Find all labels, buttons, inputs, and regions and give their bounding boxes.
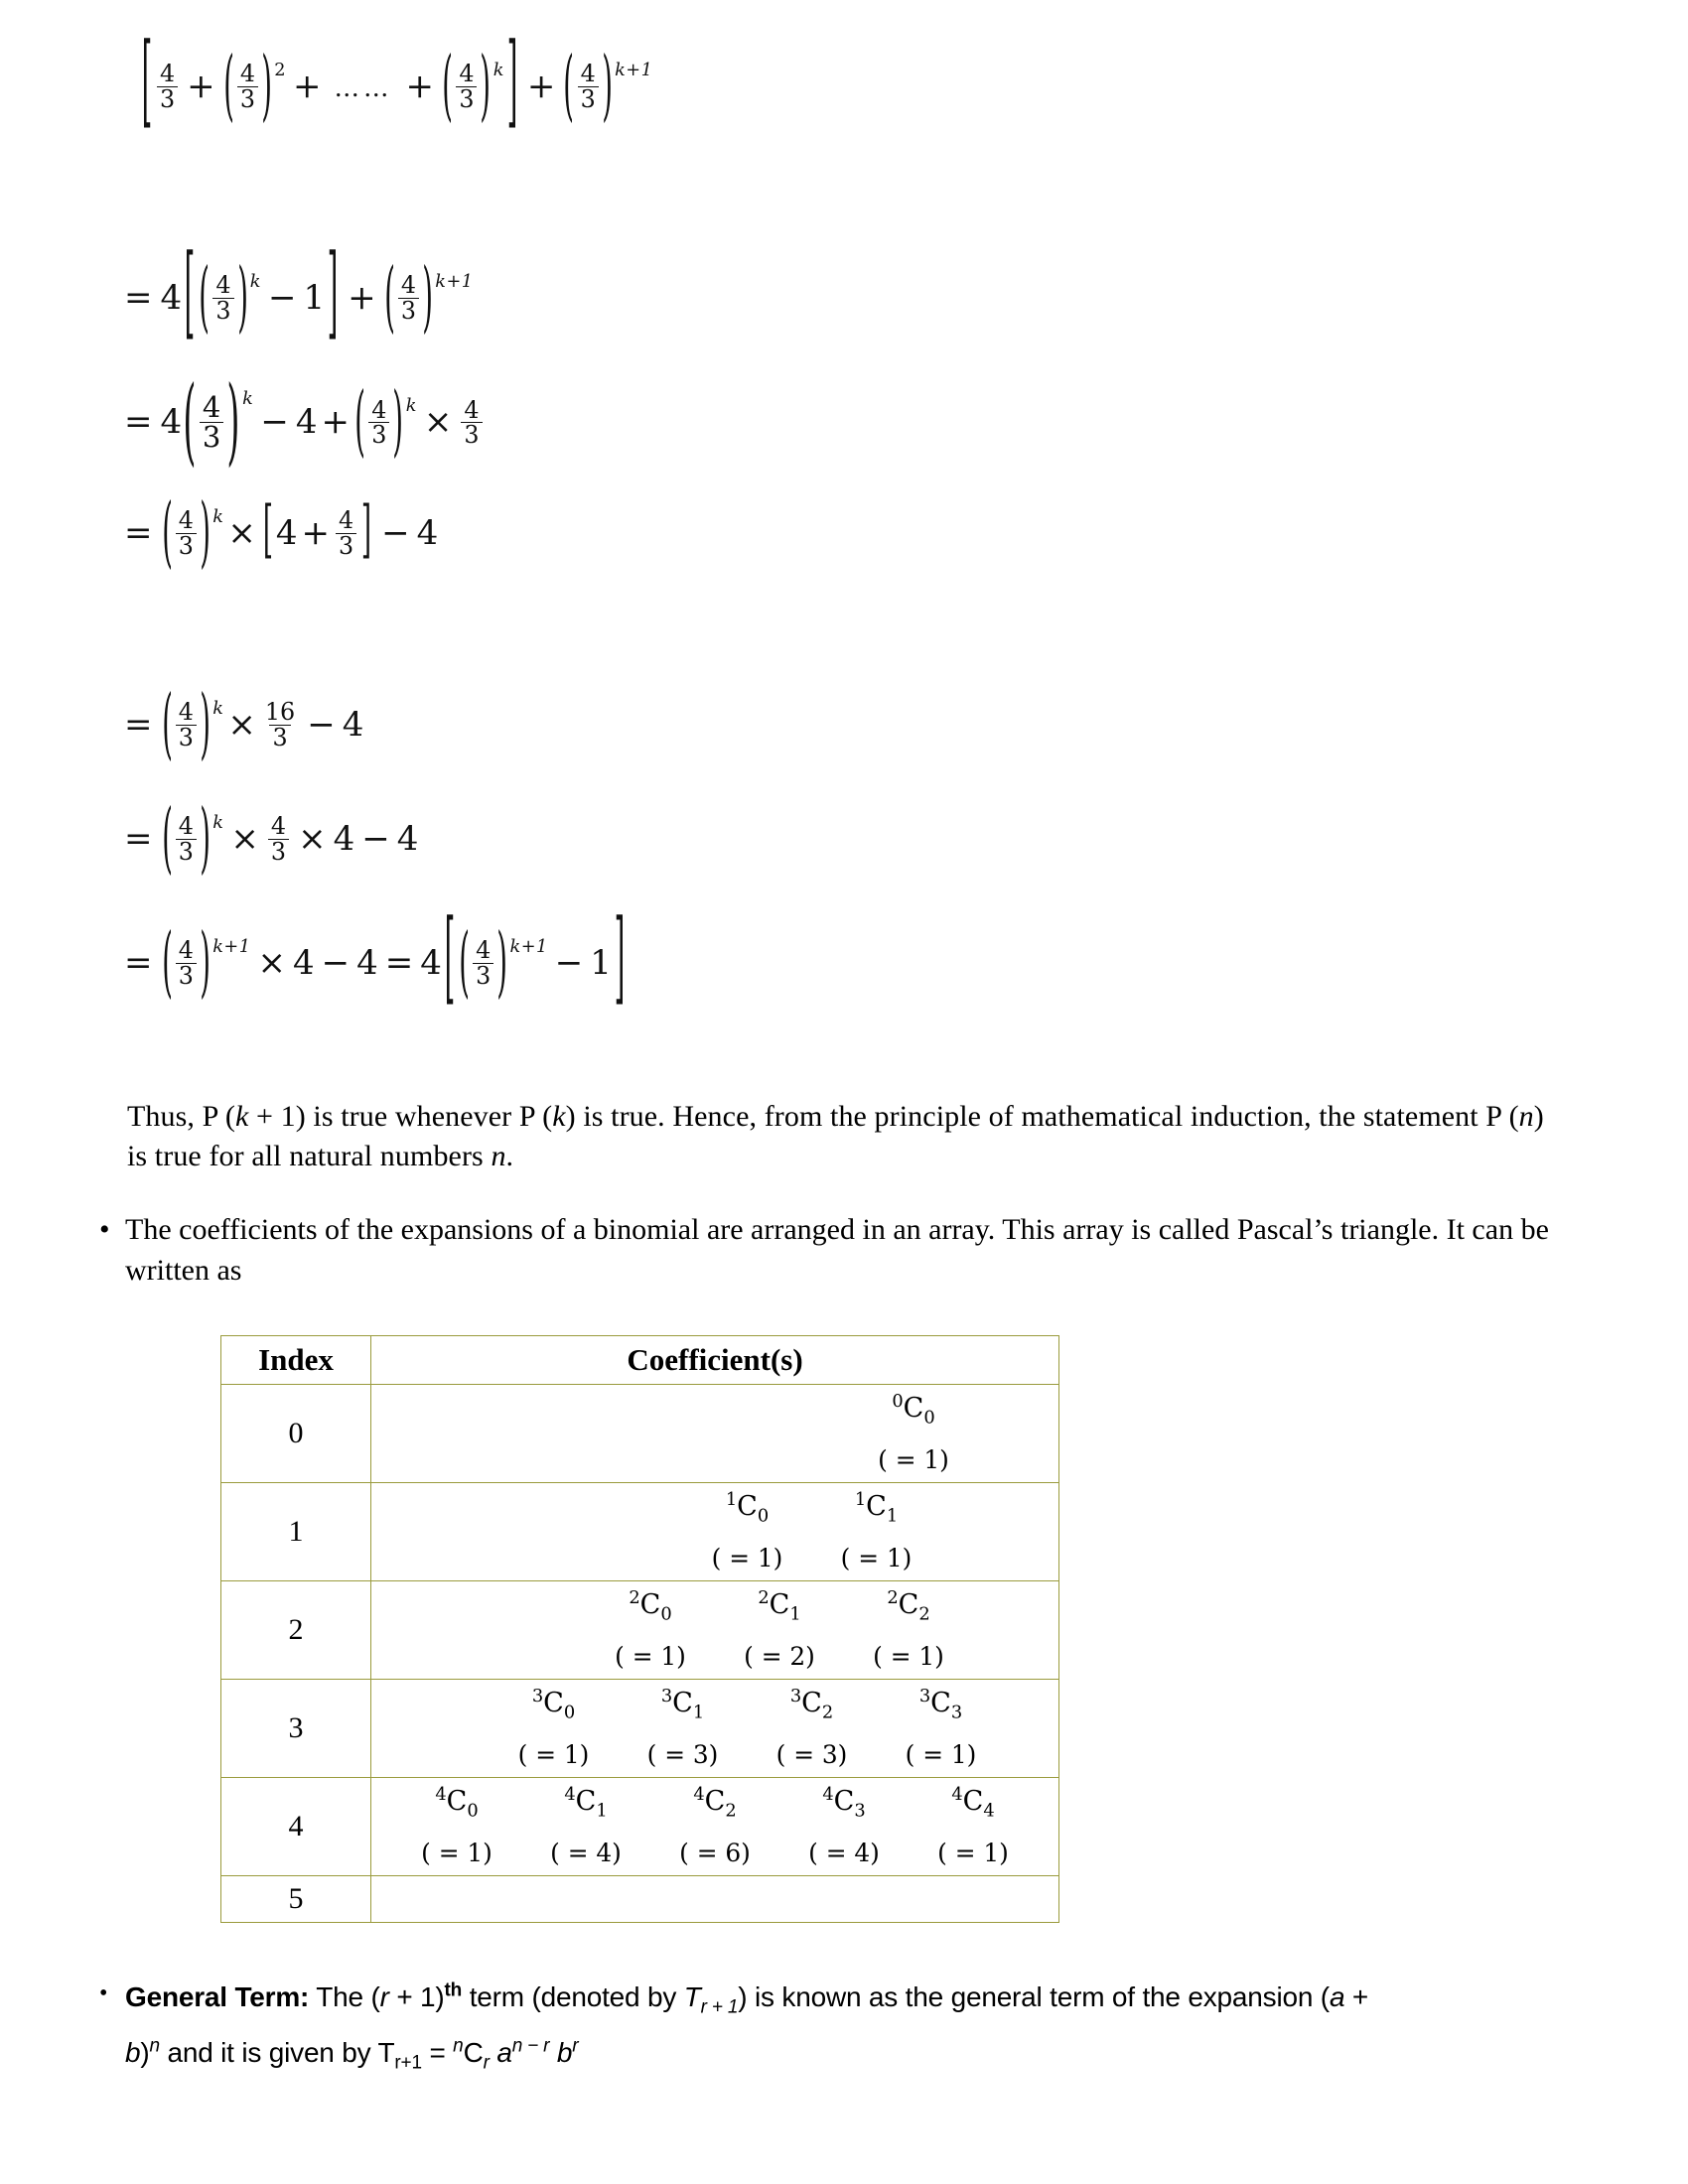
fraction-16-3: $\frac{16}{3}$ (264, 698, 296, 751)
equals-sign: = (124, 942, 153, 983)
coefficient-term (715, 1585, 844, 1675)
coefficient-value: ( = 1) (937, 1838, 1009, 1867)
paren-group: ( $\frac{4}{3}$ ) (383, 250, 433, 341)
coefficient-term (586, 1585, 715, 1675)
exponent-k-plus-1: k+1 (435, 271, 474, 292)
exponent-k-plus-1: k+1 (509, 936, 548, 957)
index-cell: 0 (221, 1385, 371, 1483)
coefficient-term (521, 1782, 650, 1871)
index-cell: 5 (221, 1876, 371, 1923)
constant-4: 4 (292, 942, 315, 983)
binomial-symbol: $^4C_3$ (822, 1783, 866, 1822)
plus-operator: + (526, 66, 556, 106)
binomial-symbol: $^2C_2$ (887, 1586, 930, 1625)
header-coefficients: Coefficient(s) (371, 1336, 1059, 1385)
bullet-general-term (99, 1971, 1628, 2081)
binomial-symbol: $^3C_2$ (789, 1685, 834, 1723)
coefficient-term (844, 1585, 973, 1675)
equation-2 (124, 237, 474, 352)
coefficient-value: ( = 1) (517, 1739, 590, 1769)
gt-seg3: term (denoted by (462, 1981, 684, 2012)
coefficient-term (877, 1684, 1006, 1773)
binomial-symbol: $^3C_1$ (660, 1685, 705, 1723)
fraction-4-3: $\frac{4}{3}$ (336, 508, 356, 558)
minus-operator: − (307, 704, 336, 745)
symbol-C: C (463, 2036, 484, 2068)
coefficient-value: ( = 1) (878, 1444, 949, 1474)
table-row (221, 1385, 1059, 1483)
binomial-symbol: $^4C_2$ (693, 1783, 737, 1822)
superscript-n: n (453, 2035, 464, 2057)
variable-r: r (379, 1981, 389, 2012)
bullet-marker: • (99, 1213, 110, 1246)
eq1-bracket-group (139, 26, 520, 141)
bullet-marker: • (99, 1980, 108, 2006)
eq7-bracket-group: [ ( $\frac{4}{3}$ ) k+1 − 1 ] (444, 902, 626, 1018)
coefficient-term (619, 1684, 748, 1773)
exponent-k: k (492, 60, 504, 80)
table-row (221, 1876, 1059, 1923)
minus-operator: − (321, 942, 351, 983)
coefficient-term (909, 1782, 1038, 1871)
coefficient-term (748, 1684, 877, 1773)
right-bracket: ] (506, 26, 518, 141)
conclusion-text-d: statement P ( (1362, 1100, 1519, 1133)
coefficient-4: 4 (160, 402, 183, 443)
superscript-th: th (444, 1979, 463, 2001)
conclusion-text-b: + 1) is true whenever P ( (248, 1100, 553, 1133)
constant-1: 1 (303, 277, 326, 318)
subscript-r: r (483, 2052, 490, 2074)
paren-group: ( $\frac{4}{3}$ ) (161, 485, 211, 577)
fraction-4-3: $\frac{4}{3}$ (461, 398, 482, 448)
table-row (221, 1483, 1059, 1581)
constant-4: 4 (416, 512, 439, 553)
equals-sign: = (124, 277, 153, 318)
plus-operator: + (187, 66, 215, 106)
coefficients-cell (371, 1385, 1059, 1483)
constant-4: 4 (333, 818, 355, 859)
index-cell: 4 (221, 1778, 371, 1876)
exponent-k: k (405, 396, 417, 417)
paren-group: ( $\frac{4}{3}$ ) (199, 250, 248, 341)
fraction-4-3: $\frac{4}{3}$ (157, 62, 178, 111)
bullet-pascal-text (125, 1209, 1575, 1292)
equation-1 (139, 26, 653, 141)
equals-sign: = (124, 704, 153, 745)
table-row (221, 1778, 1059, 1876)
binomial-symbol: $^1C_0$ (725, 1488, 770, 1527)
coefficient-term (779, 1782, 909, 1871)
binomial-symbol: $^4C_1$ (564, 1783, 608, 1822)
equation-4 (124, 485, 439, 577)
exponent-k-plus-1: k+1 (615, 60, 653, 80)
symbol-T: T (683, 1981, 701, 2012)
exponent-2: 2 (274, 60, 287, 80)
general-term-label: General Term: (125, 1981, 310, 2012)
gt-seg5: + (1344, 1981, 1369, 2012)
plus-operator: + (348, 277, 376, 318)
exponent-k: k (242, 389, 254, 410)
bullet-line-1: The coefficients of the expansions of a binomial are arranged in an array. This array is called Pascal’s (125, 1213, 1334, 1246)
equation-5 (124, 677, 364, 768)
equals-sign: = (384, 942, 414, 983)
coefficient-term (849, 1389, 978, 1478)
binomial-symbol: $^3C_0$ (531, 1685, 576, 1723)
coefficients-cell (371, 1876, 1059, 1923)
coefficient-row (371, 1778, 1058, 1875)
plus-operator: + (293, 66, 322, 106)
conclusion-text-c: ) is true. Hence, from the principle of mathematical induction, the (565, 1100, 1356, 1133)
equation-6 (124, 791, 419, 883)
table-row (221, 1581, 1059, 1680)
coefficient-value: ( = 1) (421, 1838, 492, 1867)
eq4-bracket-group: [ 4 + $\frac{4}{3}$ ] (262, 495, 372, 567)
bullet-line-2: triangle. It can be written as (125, 1213, 1549, 1288)
coefficient-value: ( = 1) (873, 1641, 944, 1671)
equals-sign: = (124, 402, 153, 443)
minus-operator: − (554, 942, 584, 983)
variable-k: k (234, 1100, 249, 1133)
index-cell: 3 (221, 1680, 371, 1778)
coefficient-4: 4 (160, 277, 183, 318)
paren-group-big: ( $\frac{4}{3}$ ) (183, 366, 240, 478)
equation-3 (124, 366, 485, 478)
coefficient-value: ( = 3) (646, 1739, 719, 1769)
binomial-symbol: $^4C_4$ (951, 1783, 995, 1822)
constant-4: 4 (295, 402, 318, 443)
subscript-r-plus-1: r + 1 (700, 1996, 739, 2018)
coefficients-cell (371, 1483, 1059, 1581)
exponent-k: k (212, 698, 224, 719)
paren-group-3: ( $\frac{4}{3}$ ) (563, 39, 613, 130)
ellipsis: …… (334, 73, 393, 104)
coefficient-term (683, 1487, 812, 1576)
gt-line2-seg2: and it is given by (159, 2036, 378, 2068)
coefficient-value: ( = 1) (905, 1739, 977, 1769)
conclusion-text-e: ) is true for all natural numbers (127, 1100, 1544, 1172)
coefficient-value: ( = 6) (679, 1838, 751, 1867)
times-operator: × (257, 942, 286, 983)
binomial-symbol: $^2C_1$ (758, 1586, 801, 1625)
table-header-row (221, 1336, 1059, 1385)
coefficients-cell (371, 1778, 1059, 1876)
gt-seg2: + 1) (388, 1981, 445, 2012)
eq2-bracket-group: [ ( $\frac{4}{3}$ ) k − 1 ] (184, 237, 339, 352)
constant-4: 4 (275, 512, 298, 553)
plus-operator: + (301, 512, 330, 553)
constant-4: 4 (342, 704, 364, 745)
exponent-k: k (249, 271, 261, 292)
paren-group: ( $\frac{4}{3}$ ) (459, 915, 508, 1007)
variable-k: k (552, 1100, 566, 1133)
pascal-triangle-table-wrapper (220, 1335, 1059, 1923)
variable-a: a (496, 2036, 512, 2068)
subscript-r-plus-1: r+1 (394, 2052, 422, 2074)
pascal-triangle-table (220, 1335, 1059, 1923)
plus-operator: + (405, 66, 435, 106)
superscript-n-minus-r: n − r (511, 2035, 550, 2057)
minus-operator: − (260, 402, 289, 443)
index-cell: 1 (221, 1483, 371, 1581)
conclusion-text-a: Thus, P ( (127, 1100, 235, 1133)
superscript-n: n (149, 2035, 160, 2057)
coefficient-value: ( = 3) (775, 1739, 848, 1769)
minus-operator: − (361, 818, 390, 859)
paren-group: ( $\frac{4}{3}$ ) (161, 791, 211, 883)
gt-line2-seg1: ) (140, 2036, 150, 2068)
coefficient-4: 4 (420, 942, 442, 983)
coefficient-row (371, 1385, 1058, 1482)
coefficient-value: ( = 1) (615, 1641, 686, 1671)
coefficient-term (650, 1782, 779, 1871)
times-operator: × (298, 818, 327, 859)
constant-4: 4 (356, 942, 378, 983)
conclusion-text-f: . (505, 1139, 514, 1172)
minus-operator: − (381, 512, 410, 553)
coefficient-term (490, 1684, 619, 1773)
coefficient-value: ( = 4) (808, 1838, 880, 1867)
coefficient-value: ( = 1) (711, 1543, 783, 1572)
exponent-k: k (212, 812, 224, 833)
coefficients-cell (371, 1581, 1059, 1680)
gt-equals: = (421, 2036, 454, 2068)
variable-b: b (556, 2036, 573, 2068)
variable-b: b (125, 2036, 141, 2068)
coefficient-row (371, 1581, 1058, 1679)
binomial-symbol: $^4C_0$ (435, 1783, 479, 1822)
times-operator: × (227, 512, 256, 553)
variable-a: a (1329, 1981, 1345, 2012)
coefficient-row (371, 1483, 1058, 1580)
exponent-k: k (212, 506, 224, 527)
constant-1: 1 (590, 942, 612, 983)
index-cell: 2 (221, 1581, 371, 1680)
paren-group: ( $\frac{4}{3}$ ) (354, 374, 404, 467)
equals-sign: = (124, 818, 153, 859)
paren-group: ( $\frac{4}{3}$ ) (161, 677, 211, 768)
left-bracket: [ (141, 26, 153, 141)
paren-group-2: ( $\frac{4}{3}$ ) (442, 39, 492, 130)
coefficient-value: ( = 2) (744, 1641, 815, 1671)
minus-operator: − (268, 277, 297, 318)
constant-4: 4 (396, 818, 419, 859)
equals-sign: = (124, 512, 153, 553)
coefficients-cell (371, 1680, 1059, 1778)
coefficient-term (812, 1487, 941, 1576)
times-operator: × (230, 818, 259, 859)
gt-seg4: ) is known as the general term of the expansion ( (738, 1981, 1330, 2012)
coefficient-value: ( = 1) (840, 1543, 913, 1572)
paren-group: ( $\frac{4}{3}$ ) (161, 915, 211, 1007)
bullet-pascal-triangle (99, 1209, 1589, 1292)
plus-operator: + (321, 402, 350, 443)
general-term-text (125, 1971, 1624, 2081)
binomial-symbol: $^0C_0$ (892, 1390, 935, 1429)
coefficient-term (392, 1782, 521, 1871)
times-operator: × (227, 704, 256, 745)
gt-seg1: The ( (309, 1981, 380, 2012)
times-operator: × (423, 402, 453, 443)
header-index: Index (221, 1336, 371, 1385)
variable-n: n (1518, 1100, 1534, 1133)
symbol-T: T (377, 2036, 395, 2068)
equation-7 (124, 902, 628, 1018)
exponent-k-plus-1: k+1 (212, 936, 251, 957)
paren-group-1: ( $\frac{4}{3}$ ) (222, 39, 272, 130)
binomial-symbol: $^3C_3$ (918, 1685, 963, 1723)
coefficient-value: ( = 4) (550, 1838, 622, 1867)
fraction-4-3: $\frac{4}{3}$ (268, 814, 289, 864)
variable-n: n (491, 1139, 506, 1172)
coefficient-row (371, 1680, 1058, 1777)
binomial-symbol: $^1C_1$ (854, 1488, 899, 1527)
binomial-symbol: $^2C_0$ (629, 1586, 672, 1625)
table-row (221, 1680, 1059, 1778)
conclusion-paragraph (127, 1097, 1567, 1175)
superscript-r: r (572, 2035, 579, 2057)
